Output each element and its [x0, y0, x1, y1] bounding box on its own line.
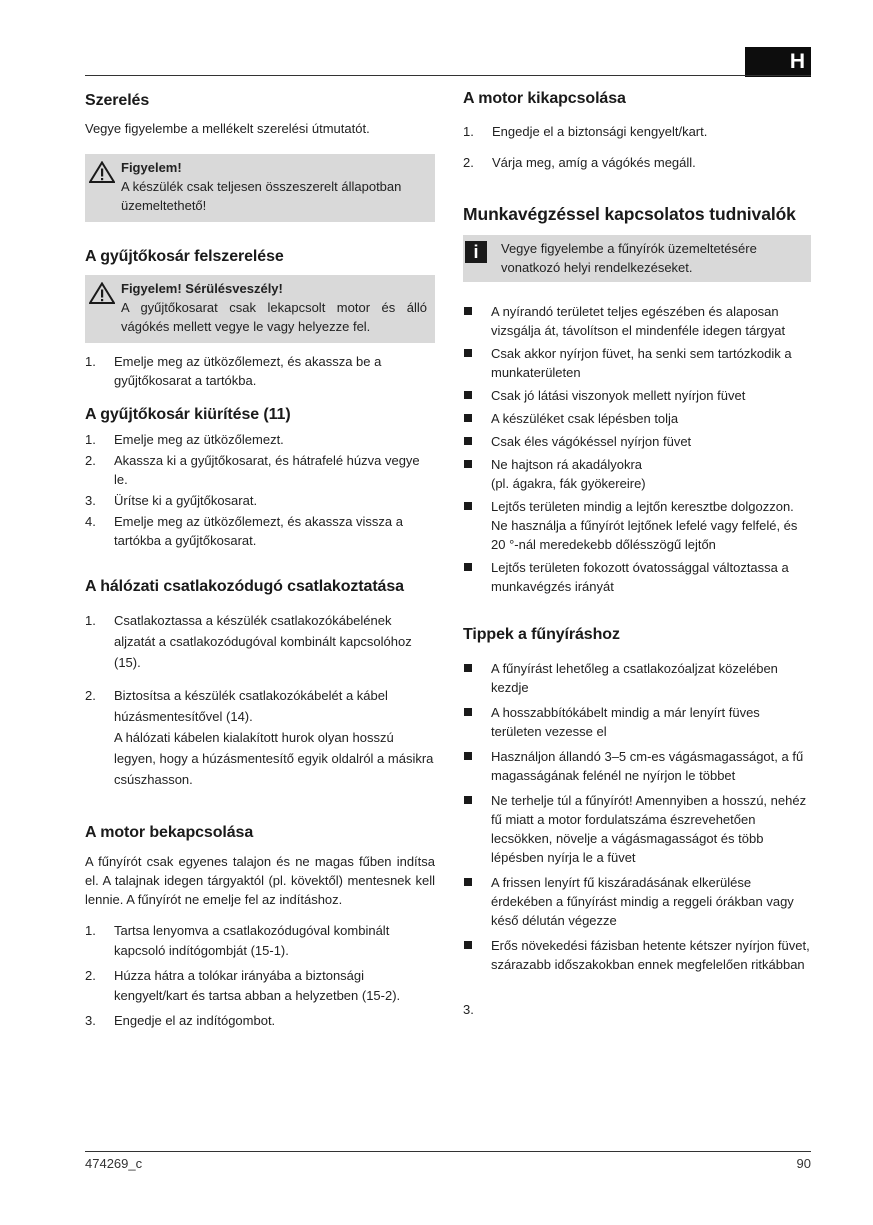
- list-item: 2. Akassza ki a gyűjtőkosarat, és hátrafelé húzva vegye le.: [85, 453, 420, 487]
- motor-on-intro: A fűnyírót csak egyenes talajon és ne magas fűben indítsa el. A talajnak idegen tárgyaktól (pl. kövektől) mentesnek kell lennie. A fűnyírót ne emelje fel az indításhoz.: [85, 854, 435, 907]
- document-id: 474269_c: [85, 1156, 143, 1171]
- list-item: A fűnyírást lehetőleg a csatlakozóaljzat közelében kezdje: [463, 659, 811, 697]
- list-item: Csak akkor nyírjon füvet, ha senki sem tartózkodik a munkaterületen: [463, 344, 811, 382]
- list-item: 1. Csatlakoztassa a készülék csatlakozókábelének aljzatát a csatlakozódugóval kombinált kapcsolóhoz (15).: [85, 613, 412, 670]
- list-item: 3. Ürítse ki a gyűjtőkosarat.: [85, 493, 258, 508]
- list-item: 2. Biztosítsa a készülék csatlakozókábelét a kábel húzásmentesítővel (14). A hálózati kábelen kialakított hurok olyan hosszú legyen, hogy a húzásmentesítő egyik oldalról a másikra csúszhasson.: [85, 688, 434, 787]
- right-column: [463, 90, 811, 1019]
- list-item: Lejtős területen fokozott óvatossággal változtassa a munkavégzés irányát: [463, 558, 811, 596]
- list-item: 1. Emelje meg az ütközőlemezt.: [85, 432, 284, 447]
- warning-title: Figyelem!: [121, 160, 182, 175]
- list-item: A nyírandó területet teljes egészében és alaposan vizsgálja át, távolítson el mindenféle idegen tárgyat: [463, 302, 811, 340]
- list-item: A készüléket csak lépésben tolja: [463, 409, 811, 428]
- language-tab: H: [745, 47, 811, 77]
- list-item: Csak jó látási viszonyok mellett nyírjon füvet: [463, 386, 811, 405]
- list-item: A hosszabbítókábelt mindig a már lenyírt füves területen vezesse el: [463, 703, 811, 741]
- warning-text: A készülék csak teljesen összeszerelt állapotban üzemeltethető!: [121, 179, 402, 213]
- warning-box-basket: [85, 275, 435, 343]
- list-item: 4. Emelje meg az ütközőlemezt, és akassza vissza a tartókba a gyűjtőkosarat.: [85, 514, 404, 548]
- list-item: Ne terhelje túl a fűnyírót! Amennyiben a hosszú, nehéz fű miatt a motor fordulatszáma észrevehetően lecsökken, növelje a vágásmagasságot és több lépésben nyírja le a füvet: [463, 791, 811, 867]
- tips-bullets: [463, 659, 811, 974]
- info-box: [463, 235, 811, 282]
- left-column: [85, 90, 435, 1031]
- list-item: 2. Várja meg, amíg a vágókés megáll.: [463, 155, 696, 170]
- work-bullets: [463, 302, 811, 596]
- warning-box-assembly: [85, 154, 435, 222]
- list-item: A frissen lenyírt fű kiszáradásának elkerülése érdekében a fűnyírást mindig a reggeli órákban vagy késő délután végezze: [463, 873, 811, 930]
- page-number: 90: [796, 1156, 811, 1171]
- list-item: 1. Tartsa lenyomva a csatlakozódugóval kombinált kapcsoló indítógombját (15-1).: [85, 923, 390, 958]
- list-item: 1. Emelje meg az ütközőlemezt, és akassza be a gyűjtőkosarat a tartókba.: [85, 354, 382, 388]
- basket-attach-steps: [85, 352, 435, 390]
- warning-triangle-icon: [89, 161, 115, 183]
- section-title-motor-on: A motor bekapcsolása: [85, 824, 254, 841]
- section-title-basket-empty: A gyűjtőkosár kiürítése (11): [85, 406, 291, 423]
- list-item: Lejtős területen mindig a lejtőn keresztbe dolgozzon. Ne használja a fűnyírót lejtőnek lefelé vagy felfelé, és 20 °-nál meredekebb dőlésszögű lejtőn: [463, 497, 811, 554]
- list-item: 1. Engedje el a biztonsági kengyelt/kart.: [463, 124, 708, 139]
- section-title-motor-off: A motor kikapcsolása: [463, 90, 626, 107]
- warning-text: A gyűjtőkosarat csak lekapcsolt motor és álló vágókés mellett vegye le vagy helyezze fel.: [121, 300, 427, 334]
- section-title-plug: A hálózati csatlakozódugó csatlakoztatása: [85, 578, 404, 595]
- info-text: Vegye figyelembe a fűnyírók üzemeltetésére vonatkozó helyi rendelkezéseket.: [501, 241, 757, 275]
- list-item: Ne hajtson rá akadályokra (pl. ágakra, fák gyökereire): [463, 455, 811, 493]
- basket-empty-steps: [85, 430, 435, 550]
- assembly-intro: Vegye figyelembe a mellékelt szerelési útmutatót.: [85, 121, 370, 136]
- section-title-work: Munkavégzéssel kapcsolatos tudnivalók: [463, 204, 796, 224]
- top-divider: [85, 75, 811, 76]
- list-item: 3. Engedje el az indítógombot.: [85, 1013, 276, 1028]
- list-item: 2. Húzza hátra a tolókar irányába a biztonsági kengyelt/kart és tartsa abban a helyzetben (15-2).: [85, 968, 401, 1003]
- motor-on-steps: [85, 921, 435, 1031]
- section-title-tips: Tippek a fűnyíráshoz: [463, 626, 620, 643]
- list-item: Használjon állandó 3–5 cm-es vágásmagasságot, a fű magasságának felénél ne nyírjon le többet: [463, 747, 811, 785]
- motor-off-steps: [463, 122, 811, 172]
- trailing-number: 3.: [463, 1002, 474, 1017]
- plug-steps: [85, 610, 435, 790]
- warning-title: Figyelem! Sérülésveszély!: [121, 281, 283, 296]
- info-icon: i: [465, 241, 487, 263]
- section-title-basket-attach: A gyűjtőkosár felszerelése: [85, 248, 284, 265]
- section-title-assembly: Szerelés: [85, 92, 150, 109]
- list-item: Csak éles vágókéssel nyírjon füvet: [463, 432, 811, 451]
- list-item: Erős növekedési fázisban hetente kétszer nyírjon füvet, szárazabb időszakokban ennek megfelelően ritkábban: [463, 936, 811, 974]
- bottom-divider: [85, 1151, 811, 1152]
- warning-triangle-icon: [89, 282, 115, 304]
